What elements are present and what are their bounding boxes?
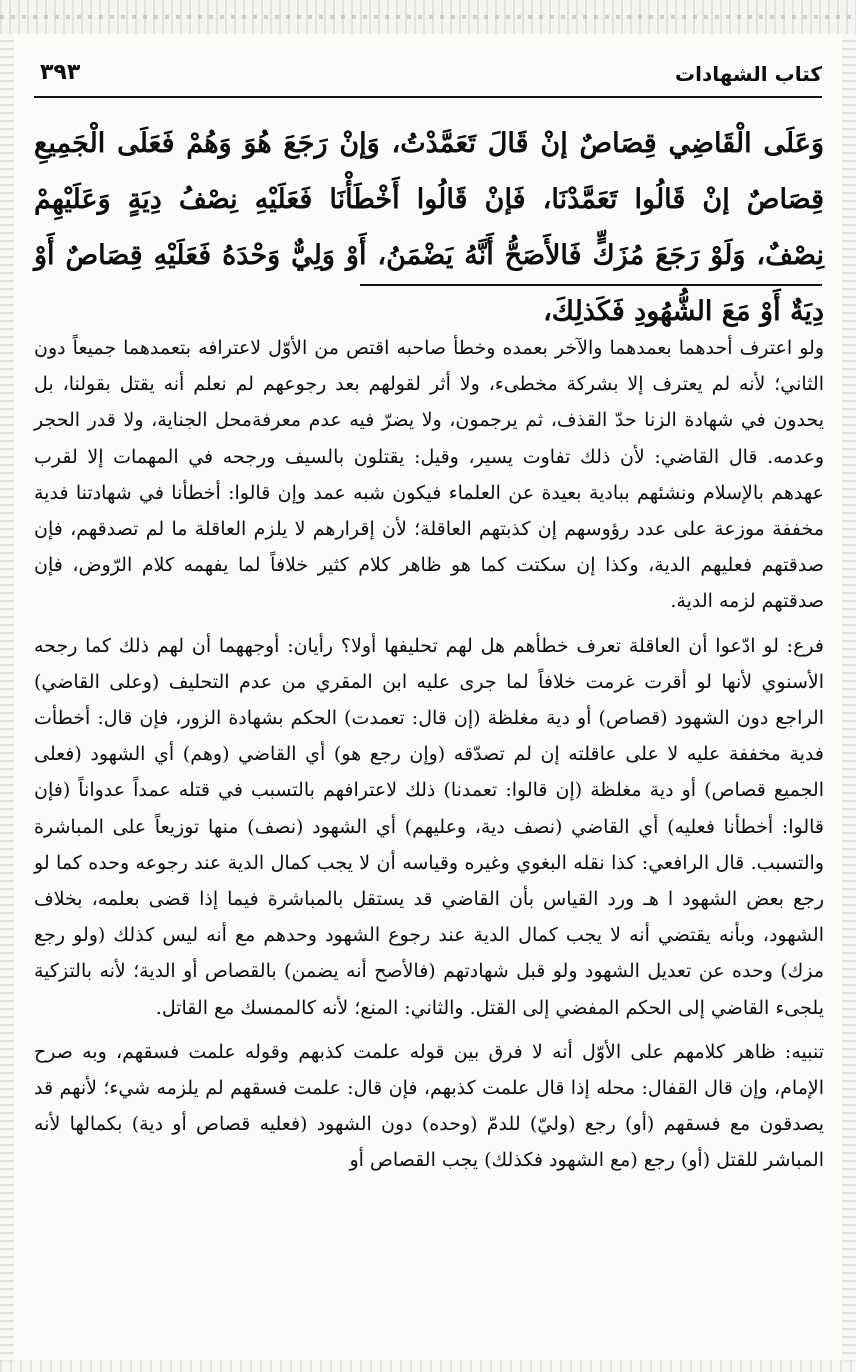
commentary-paragraph-3: تنبيه: ظاهر كلامهم على الأوّل أنه لا فرق بين قوله علمت كذبهم وقوله علمت فسقهم، وبه صرح الإمام، وإن قال القفال: محله إذا قال علمت كذبهم، فإن قال: علمت فسقهم لم يلزمه شيء؛ لأنهم قد يصدقون مع فسقهم (أو) رجع (وليّ) للدمّ (وحده) دون الشهود (فعليه قصاص أو دية) بكمالها لأنه المباشر للقتل (أو) رجع (مع الشهود فكذلك) يجب القصاص أو xyxy=(34,1040,824,1172)
main-text-paragraph: وَعَلَى الْقَاضِي قِصَاصٌ إنْ قَالَ تَعَمَّدْتُ، وَإنْ رَجَعَ هُوَ وَهُمْ فَعَلَى الْجَمِيعِ قِصَاصٌ إنْ قَالُوا تَعَمَّدْنَا، فَإنْ قَالُوا أَخْطَأْنَا فَعَلَيْهِ نِصْفُ دِيَةٍ وَعَلَيْهِمْ نِصْفٌ، وَلَوْ رَجَعَ مُزَكٍّ فَالأَصَحُّ أَنَّهُ يَضْمَنُ، أَوْ وَلِيٌّ وَحْدَهُ فَعَلَيْهِ قِصَاصٌ أَوْ دِيَةٌ أَوْ مَعَ الشُّهُودِ فَكَذلِكَ، xyxy=(34,128,824,327)
running-header xyxy=(34,56,822,98)
page-border-left xyxy=(0,34,14,1362)
page-border-bottom xyxy=(0,1360,856,1372)
page-border-top xyxy=(0,0,856,34)
commentary xyxy=(34,330,824,1187)
chapter-title: كتاب الشهادات xyxy=(674,62,822,86)
main-text xyxy=(34,116,824,340)
commentary-paragraph-2: فرع: لو ادّعوا أن العاقلة تعرف خطأهم هل لهم تحليفها أولا؟ رأيان: أوجههما أن لهم ذلك كما رجحه الأسنوي لأنها لو أقرت غرمت خلافاً لما جرى عليه ابن المقري من عدم التحليف (وعلى القاضي) الراجع دون الشهود (قصاص) أو دية مغلظة (إن قال: تعمدت) الحكم بشهادة الزور، فإن قال: أخطأت فدية مخففة عليه لا على عاقلته إن لم تصدّقه (وإن رجع هو) أي القاضي (وهم) أي الشهود (فعلى الجميع قصاص) أو دية مغلظة (إن قالوا: تعمدنا) ذلك لاعترافهم بالتسبب في قتله عمداً عدواناً (فإن قالوا: أخطأنا فعليه) أي القاضي (نصف دية، وعليهم) أي الشهود (نصف) منها توزيعاً على المباشرة والتسبب. قال الرافعي: كذا نقله البغوي وغيره وقياسه أن لا يجب كمال الدية عند رجوعه وحده كما لو رجع بعض الشهود ا هـ ورد القياس بأن القاضي قد يستقل بالمباشرة فيما إذا قضى بعلمه، بخلاف الشهود، وبأنه يقتضي أنه لا يجب كمال الدية عند رجوع الشهود وحدهم مع أنه ليس كذلك (ولو رجع مزك) وحده عن تعديل الشهود ولو قبل شهادتهم (فالأصح أنه يضمن) بالقصاص أو الدية؛ لأنه بالتزكية يلجىء القاضي إلى الحكم المفضي إلى القتل. والثاني: المنع؛ لأنه كالممسك مع القاتل. xyxy=(34,634,824,1019)
page-number: ٣٩٣ xyxy=(40,60,81,85)
commentary-paragraph-1: ولو اعترف أحدهما بعمدهما والآخر بعمده وخطأ صاحبه اقتص من الأوّل لاعترافه بتعمدهما جميعاً دون الثاني؛ لأنه لم يعترف إلا بشركة مخطىء، ولا أثر لقولهم بعد رجوعهم لم نعلم أنه يقتل بقولنا، بل يحدون في شهادة الزنا حدّ القذف، ثم يرجمون، ولا يضرّ فيه عدم معرفةمحل الجناية، ولا قدر الحجر وعدمه. قال القاضي: لأن ذلك تفاوت يسير، وقيل: يقتلون بالسيف ورجحه في المهمات إلا لقرب عهدهم بالإسلام ونشئهم ببادية بعيدة عن العلماء فيكون شبه عمد وإن قالوا: أخطأنا في شهادتنا فدية مخففة موزعة على عدد رؤوسهم إن كذبتهم العاقلة؛ لأن إقرارهم لا يلزم العاقلة ما لم تصدقهم، فإن صدقتهم فعليهم الدية، وكذا إن سكتت كما هو ظاهر كلام كثير خلافاً لما يفهمه كلام الرّوض، فإن صدقتهم لزمه الدية. xyxy=(34,337,824,613)
page-border-right xyxy=(842,34,856,1362)
separator-line xyxy=(360,284,822,286)
